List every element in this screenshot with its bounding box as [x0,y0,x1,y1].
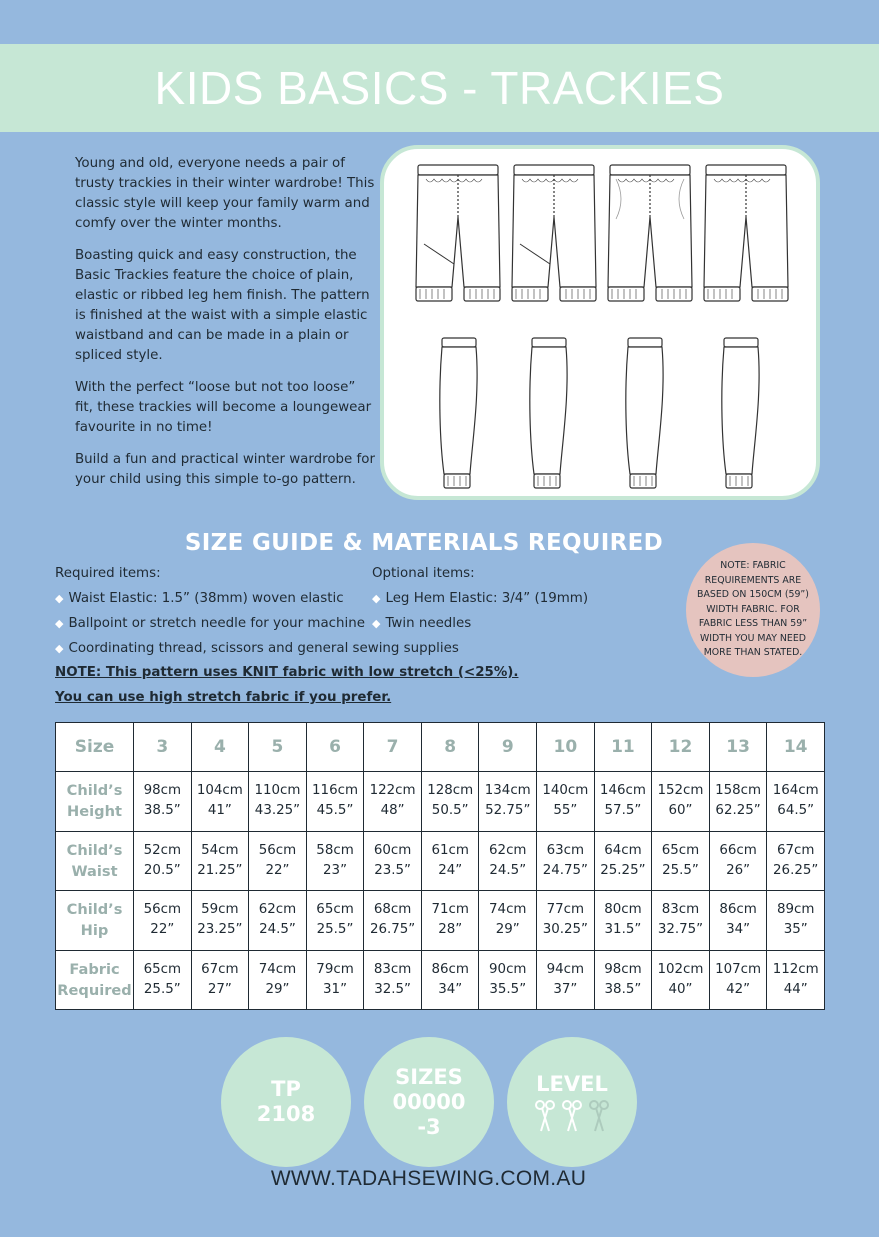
cell-metric-value: 71cm [431,902,469,918]
cell-imperial-value: 43.25” [254,803,301,819]
table-cell [249,891,307,951]
table-row [56,831,825,891]
cell-imperial-value: 23.25” [197,922,243,938]
diamond-bullet-icon: ◆ [372,592,381,605]
cell-imperial-value: 34” [726,922,751,938]
cell-metric-value: 62cm [258,902,297,918]
size-header-cell: 5 [249,723,307,772]
row-label-line: Waist [71,862,118,880]
cell-metric-value: 67cm [201,961,239,977]
cell-imperial-value: 38.5” [143,803,181,819]
cell-imperial-value: 48” [380,803,405,819]
cell-imperial-value: 29” [495,922,520,938]
table-cell [709,891,767,951]
table-cell [652,891,710,951]
row-label-line: Child’s [66,841,123,859]
cell-metric-value: 98cm [143,783,182,799]
diamond-bullet-icon: ◆ [55,642,64,655]
section-title: SIZE GUIDE & MATERIALS REQUIRED [184,530,664,556]
cell-metric-value: 83cm [661,902,700,918]
cell-imperial-value: 64.5” [777,803,815,819]
table-cell [537,772,595,832]
size-header-cell: 6 [306,723,364,772]
cell-imperial-value: 38.5” [604,981,642,997]
cell-metric-value: 65cm [143,961,182,977]
cell-imperial-value: 34” [438,981,463,997]
table-cell [191,950,249,1010]
table-cell [134,950,192,1010]
cell-metric-value: 56cm [258,842,297,858]
cell-metric-value: 64cm [604,842,642,858]
size-header-cell: 14 [767,723,825,772]
cell-metric-value: 58cm [316,842,354,858]
table-cell [306,772,364,832]
cell-imperial-value: 22” [150,922,175,938]
cell-imperial-value: 62.25” [715,803,761,819]
diamond-bullet-icon: ◆ [372,617,381,630]
table-cell [537,950,595,1010]
level-label: LEVEL [536,1071,608,1096]
cell-imperial-value: 44” [783,981,808,997]
cell-imperial-value: 52.75” [485,803,531,819]
table-cell [134,772,192,832]
table-cell [479,772,537,832]
cell-imperial-value: 25.5” [143,981,181,997]
row-label [56,950,134,1010]
cell-imperial-value: 26.75” [369,922,416,938]
row-label-line: Height [67,803,122,821]
cell-imperial-value: 24.5” [489,862,527,878]
table-cell [364,831,422,891]
table-cell [709,950,767,1010]
row-label-line: Hip [80,922,109,940]
table-cell [767,891,825,951]
diamond-bullet-icon: ◆ [55,617,64,630]
table-row [56,891,825,951]
cell-metric-value: 74cm [489,902,527,918]
size-header-cell: 12 [652,723,710,772]
cell-imperial-value: 32.5” [374,981,411,997]
sizes-range-end: -3 [417,1114,441,1139]
table-cell [421,950,479,1010]
cell-metric-value: 80cm [604,902,642,918]
diamond-bullet-icon: ◆ [55,592,64,605]
cell-imperial-value: 35.5” [489,981,527,997]
cell-imperial-value: 31” [323,981,348,997]
table-cell [134,891,192,951]
scissors-icon [534,1099,556,1133]
table-cell [249,772,307,832]
cell-metric-value: 90cm [489,961,527,977]
size-header-cell: 10 [537,723,595,772]
required-item: ◆ Ballpoint or stretch needle for your machine [55,616,365,631]
size-header-cell: 3 [134,723,192,772]
cell-imperial-value: 32.75” [657,922,704,938]
cell-imperial-value: 50.5” [431,803,469,819]
intro-text [75,154,375,502]
table-cell [249,831,307,891]
cell-metric-value: 98cm [604,961,642,977]
cell-imperial-value: 20.5” [143,862,181,878]
table-cell [479,891,537,951]
cell-metric-value: 54cm [201,842,239,858]
cell-metric-value: 102cm [657,961,704,977]
fabric-note-text: NOTE: FABRIC REQUIREMENTS ARE BASED ON 150CM (59”) WIDTH FABRIC. FOR FABRIC LESS THAN 59” WIDTH YOU MAY NEED MORE THAN STATED. [697,560,809,659]
cell-imperial-value: 27” [207,981,232,997]
scissors-icon [561,1099,583,1133]
trackies-technical-drawing [384,149,816,496]
cell-imperial-value: 23” [323,862,348,878]
cell-imperial-value: 30.25” [542,922,588,938]
trackies-illustration [380,145,820,500]
cell-metric-value: 89cm [776,902,815,918]
fabric-note-badge [686,543,820,677]
table-cell [364,950,422,1010]
table-cell [767,831,825,891]
table-cell [191,891,249,951]
sizes-badge [364,1037,494,1167]
cell-metric-value: 59cm [201,902,239,918]
cell-metric-value: 116cm [312,783,358,799]
cell-imperial-value: 25.5” [316,922,354,938]
table-cell [134,831,192,891]
optional-items-label: Optional items: [372,566,475,581]
table-cell [594,831,652,891]
cell-imperial-value: 21.25” [197,862,243,878]
size-header-cell: 11 [594,723,652,772]
cell-imperial-value: 37” [553,981,578,997]
row-label-line: Fabric [69,960,120,978]
table-header-row [56,723,825,772]
table-cell [537,831,595,891]
cell-imperial-value: 55” [553,803,578,819]
table-cell [364,891,422,951]
table-cell [421,772,479,832]
cell-metric-value: 122cm [369,783,416,799]
cell-imperial-value: 26.25” [773,862,819,878]
table-cell [421,831,479,891]
cell-metric-value: 79cm [316,961,354,977]
page-title: KIDS BASICS - TRACKIES [154,62,725,114]
cell-metric-value: 68cm [373,902,412,918]
size-header-cell: 7 [364,723,422,772]
table-cell [652,950,710,1010]
title-banner [0,44,879,132]
row-label-line: Child’s [66,782,123,800]
optional-item: ◆ Leg Hem Elastic: 3/4” (19mm) [372,591,589,606]
cell-metric-value: 164cm [772,783,819,799]
cell-imperial-value: 42” [726,981,751,997]
required-item: ◆ Coordinating thread, scissors and general sewing supplies [55,641,459,656]
table-cell [479,831,537,891]
table-cell [249,950,307,1010]
cell-metric-value: 52cm [143,842,182,858]
size-header-cell: 13 [709,723,767,772]
cell-metric-value: 107cm [715,961,762,977]
table-cell [306,831,364,891]
intro-paragraph: Boasting quick and easy construction, the Basic Trackies feature the choice of plain, elastic or ribbed leg hem finish. The pattern is finished at the waist with a simple elastic waistband and can be made in a plain or spliced style. [75,248,370,363]
stretch-fabric-note: You can use high stretch fabric if you prefer. [55,690,392,705]
cell-metric-value: 86cm [431,961,469,977]
sizes-label: SIZES [395,1064,463,1089]
level-badge [507,1037,637,1167]
cell-imperial-value: 26” [726,862,751,878]
intro-paragraph: Build a fun and practical winter wardrobe for your child using this simple to-go pattern. [75,452,375,487]
table-cell [306,950,364,1010]
cell-metric-value: 152cm [657,783,704,799]
size-header-cell: 9 [479,723,537,772]
cell-metric-value: 83cm [373,961,412,977]
pattern-code-label: TP [271,1077,301,1101]
required-item: ◆ Waist Elastic: 1.5” (38mm) woven elastic [55,591,344,606]
table-cell [191,772,249,832]
cell-metric-value: 128cm [427,783,474,799]
cell-metric-value: 134cm [484,783,531,799]
cell-imperial-value: 57.5” [604,803,642,819]
row-label [56,831,134,891]
table-cell [594,772,652,832]
cell-metric-value: 112cm [772,961,819,977]
intro-paragraph: With the perfect “loose but not too loose” fit, these trackies will become a loungewear favourite in no time! [75,380,372,435]
cell-metric-value: 158cm [715,783,762,799]
scissors-icon [588,1099,610,1133]
size-guide-table [55,722,825,1010]
cell-metric-value: 110cm [254,783,301,799]
cell-imperial-value: 28” [438,922,463,938]
row-label-line: Child’s [66,901,123,919]
cell-imperial-value: 35” [783,922,808,938]
table-cell [594,950,652,1010]
table-cell [767,772,825,832]
cell-imperial-value: 45.5” [316,803,354,819]
cell-metric-value: 94cm [546,961,585,977]
row-label [56,891,134,951]
cell-imperial-value: 24.5” [259,922,296,938]
cell-imperial-value: 25.25” [600,862,646,878]
pattern-code-badge [221,1037,351,1167]
table-cell [709,772,767,832]
sizes-range: 00000 [392,1089,466,1114]
cell-metric-value: 67cm [776,842,815,858]
cell-imperial-value: 40” [668,981,693,997]
cell-metric-value: 61cm [431,842,469,858]
website-url: WWW.TADAHSEWING.COM.AU [270,1167,587,1190]
table-cell [652,772,710,832]
cell-imperial-value: 29” [265,981,290,997]
table-cell [479,950,537,1010]
table-cell [767,950,825,1010]
row-label-line: Required [57,981,132,999]
pattern-code-number: 2108 [256,1102,316,1126]
optional-item: ◆ Twin needles [372,616,472,631]
knit-fabric-note: NOTE: This pattern uses KNIT fabric with low stretch (<25%). [55,665,519,680]
size-header-cell: 8 [421,723,479,772]
cell-imperial-value: 24.75” [542,862,588,878]
table-cell [306,891,364,951]
table-cell [537,891,595,951]
cell-metric-value: 60cm [373,842,412,858]
table-row [56,950,825,1010]
cell-metric-value: 86cm [719,902,757,918]
intro-paragraph: Young and old, everyone needs a pair of trusty trackies in their winter wardrobe! This classic style will keep your family warm and comfy over the winter months. [75,156,375,231]
table-cell [709,831,767,891]
row-label [56,772,134,832]
cell-imperial-value: 60” [668,803,693,819]
cell-metric-value: 140cm [542,783,589,799]
cell-metric-value: 104cm [196,783,243,799]
table-cell [191,831,249,891]
table-cell [421,891,479,951]
table-row [56,772,825,832]
cell-imperial-value: 23.5” [374,862,411,878]
cell-metric-value: 56cm [143,902,182,918]
cell-imperial-value: 22” [265,862,290,878]
cell-metric-value: 146cm [599,783,646,799]
cell-metric-value: 66cm [719,842,757,858]
size-header-label: Size [56,723,134,772]
table-cell [652,831,710,891]
cell-metric-value: 74cm [258,961,297,977]
cell-imperial-value: 31.5” [604,922,642,938]
cell-metric-value: 62cm [489,842,527,858]
cell-imperial-value: 41” [207,803,232,819]
cell-metric-value: 65cm [316,902,354,918]
level-rating [534,1099,610,1133]
size-header-cell: 4 [191,723,249,772]
cell-imperial-value: 25.5” [662,862,699,878]
table-cell [364,772,422,832]
cell-metric-value: 77cm [546,902,585,918]
required-items-label: Required items: [55,566,161,581]
cell-metric-value: 65cm [661,842,700,858]
table-cell [594,891,652,951]
cell-imperial-value: 24” [438,862,463,878]
cell-metric-value: 63cm [546,842,585,858]
